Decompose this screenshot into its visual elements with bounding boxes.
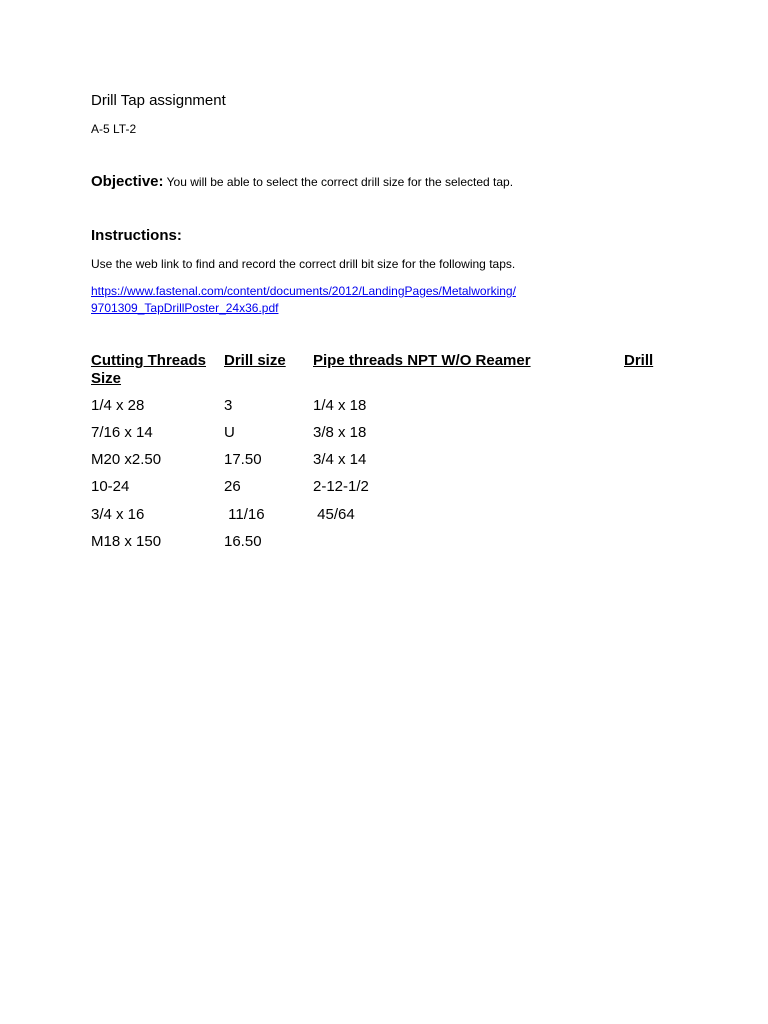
- assignment-code: A-5 LT-2: [91, 122, 137, 136]
- cell-drill-size: 16.50: [224, 533, 262, 550]
- header-cutting-threads: [91, 352, 206, 388]
- link-line-1[interactable]: https://www.fastenal.com/content/documents/2012/LandingPages/Metalworking/: [91, 284, 516, 298]
- cell-drill-size: U: [224, 424, 235, 441]
- document-title: Drill Tap assignment: [91, 92, 226, 109]
- cell-cutting-thread: M18 x 150: [91, 533, 162, 550]
- cell-cutting-thread: 3/4 x 16: [91, 506, 145, 523]
- objective-label: Objective:: [91, 173, 164, 190]
- cell-cutting-thread: M20 x2.50: [91, 451, 162, 468]
- cell-pipe-thread: 3/8 x 18: [313, 424, 367, 441]
- header-cutting-threads-line1: Cutting Threads: [91, 352, 206, 369]
- cell-cutting-thread: 7/16 x 14: [91, 424, 153, 441]
- cell-cutting-thread: 10-24: [91, 478, 130, 495]
- cell-drill-size: 17.50: [224, 451, 262, 468]
- header-drill: Drill: [624, 352, 654, 369]
- link-line-2[interactable]: 9701309_TapDrillPoster_24x36.pdf: [91, 301, 279, 315]
- cell-cutting-thread: 1/4 x 28: [91, 397, 145, 414]
- fastenal-link[interactable]: [91, 283, 516, 317]
- header-drill-size: Drill size: [224, 352, 286, 369]
- header-pipe-threads: Pipe threads NPT W/O Reamer: [313, 352, 531, 369]
- objective-paragraph: [91, 172, 513, 192]
- cell-pipe-thread: 2-12-1/2: [313, 478, 369, 495]
- cell-pipe-thread: 1/4 x 18: [313, 397, 367, 414]
- cell-drill-size: 3: [224, 397, 233, 414]
- objective-text: You will be able to select the correct drill size for the selected tap.: [163, 175, 514, 189]
- instructions-heading: Instructions:: [91, 227, 182, 244]
- cell-pipe-thread: 3/4 x 14: [313, 451, 367, 468]
- cell-drill-size: 26: [224, 478, 241, 495]
- header-cutting-threads-line2: Size: [91, 370, 122, 387]
- cell-pipe-thread: 45/64: [313, 506, 355, 523]
- cell-drill-size: 11/16: [224, 506, 265, 523]
- instructions-text: Use the web link to find and record the correct drill bit size for the following taps.: [91, 257, 516, 271]
